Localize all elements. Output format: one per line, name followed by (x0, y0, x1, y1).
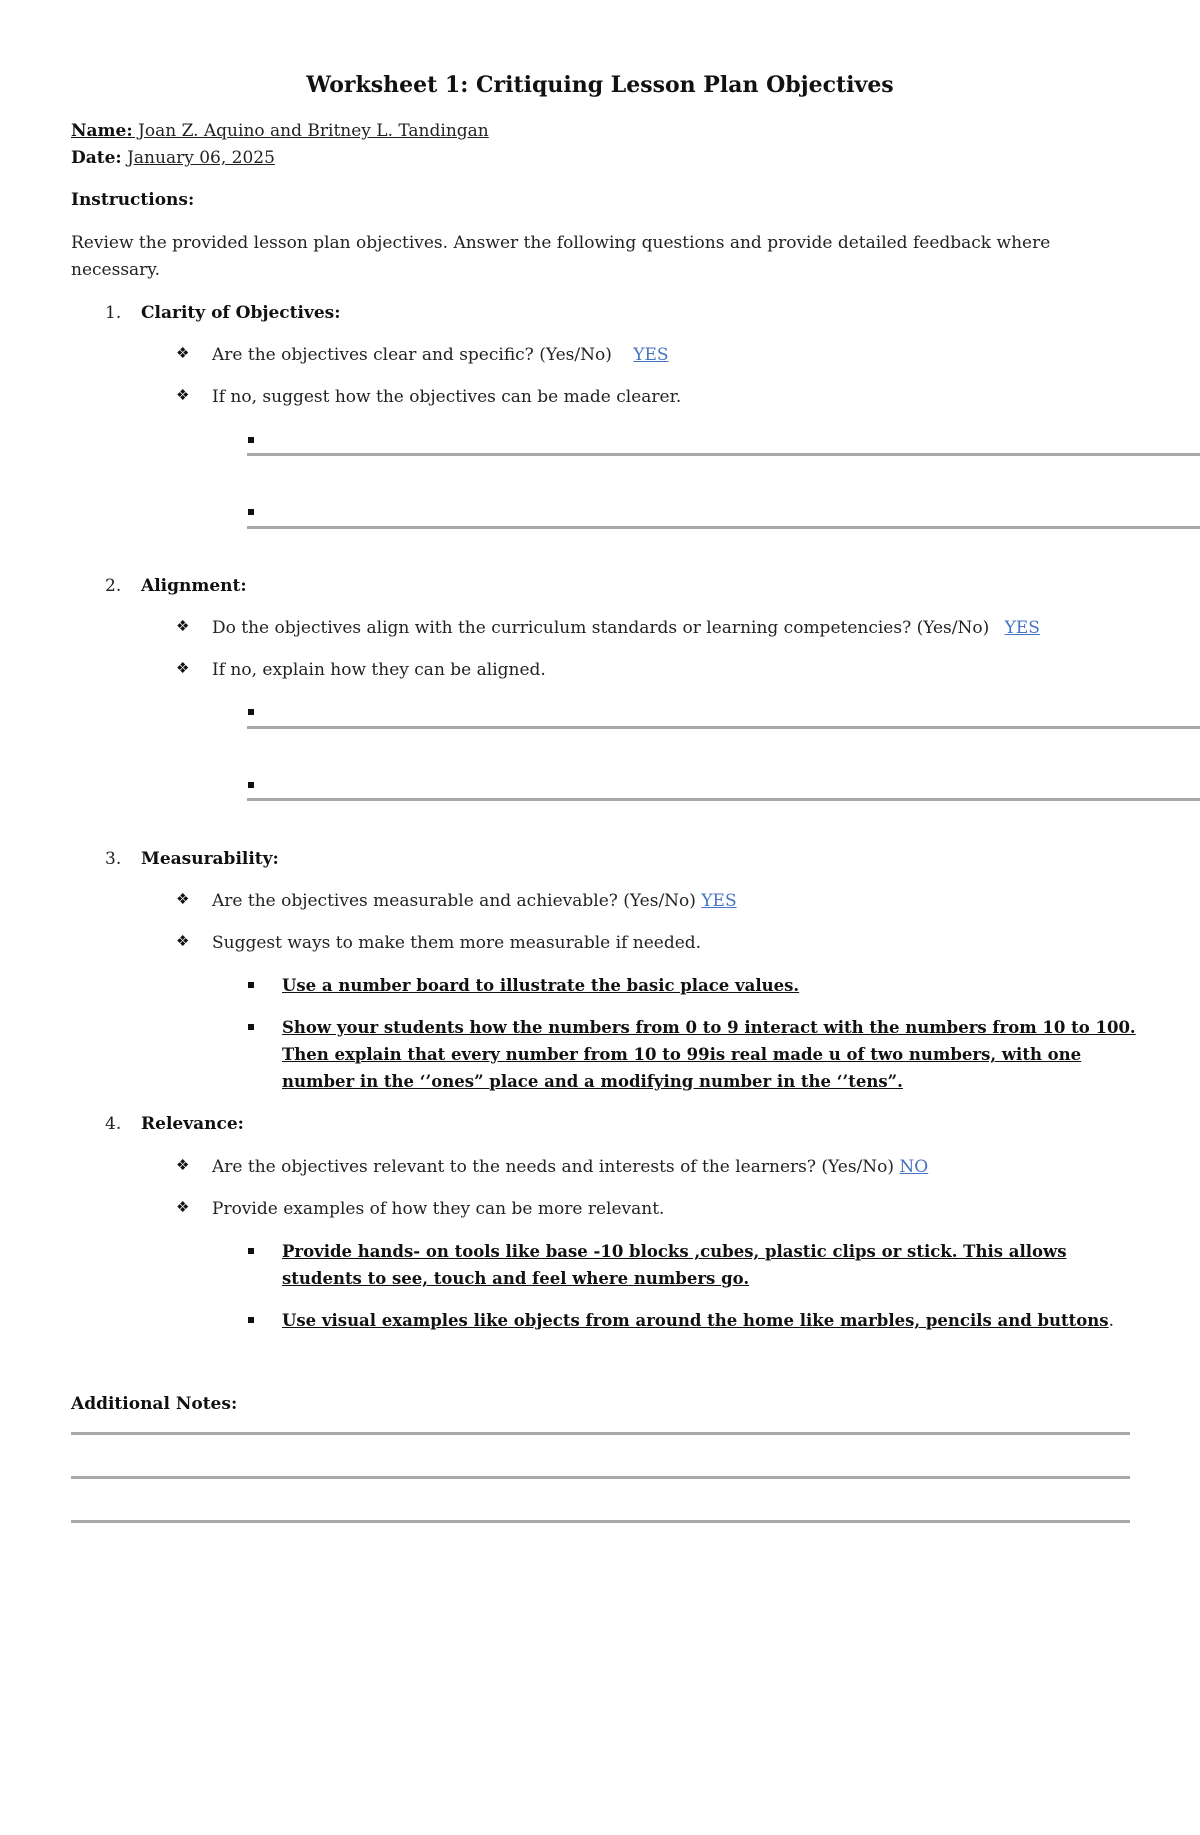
diamond-bullet-icon: ❖ (176, 386, 190, 404)
notes-line (71, 1476, 1130, 1479)
date-label: Date: (71, 148, 122, 168)
section-1-q1-text: Are the objectives clear and specific? (Yes/No) (212, 345, 612, 365)
section-1-question-1 (212, 342, 669, 369)
name-row (71, 118, 489, 145)
section-3-question-2: Suggest ways to make them more measurable if needed. (212, 933, 702, 953)
section-3-answer: YES (701, 891, 737, 911)
section-4-question-2: Provide examples of how they can be more relevant. (212, 1199, 665, 1219)
instructions-label: Instructions: (71, 190, 195, 210)
name-label: Name: (71, 121, 133, 141)
square-bullet-icon (248, 1248, 254, 1254)
square-bullet-icon (248, 509, 254, 515)
square-bullet-icon (248, 982, 254, 988)
diamond-bullet-icon: ❖ (176, 1198, 190, 1216)
instructions-line-1: Review the provided lesson plan objectives. Answer the following questions and provide detailed feedback where (71, 233, 1051, 253)
section-4-bullet-2-period: . (1108, 1311, 1114, 1331)
section-2-question-2: If no, explain how they can be aligned. (212, 660, 546, 680)
answer-line (247, 726, 1200, 729)
notes-line (71, 1520, 1130, 1523)
section-3-bullet-2-line-2: Then explain that every number from 10 to 99is real made u of two numbers, with one (282, 1045, 1082, 1064)
page-title: Worksheet 1: Critiquing Lesson Plan Objectives (306, 72, 894, 98)
diamond-bullet-icon: ❖ (176, 932, 190, 950)
section-4-question-1 (212, 1154, 928, 1181)
section-3-heading: Measurability: (141, 849, 279, 869)
section-4-q1-text: Are the objectives relevant to the needs and interests of the learners? (Yes/No) (212, 1157, 895, 1177)
section-1-question-2: If no, suggest how the objectives can be made clearer. (212, 387, 682, 407)
name-value: Joan Z. Aquino and Britney L. Tandingan (132, 121, 489, 141)
diamond-bullet-icon: ❖ (176, 890, 190, 908)
section-3-bullet-1: Use a number board to illustrate the basic place values. (282, 976, 800, 995)
section-1-answer: YES (633, 345, 669, 365)
answer-line (247, 798, 1200, 801)
date-row (71, 145, 275, 172)
section-2-q1-text: Do the objectives align with the curriculum standards or learning competencies? (Yes/No) (212, 618, 990, 638)
section-3-number: 3. (105, 849, 122, 869)
section-3-bullet-2-line-1: Show your students how the numbers from 0 to 9 interact with the numbers from 10 to 100. (282, 1018, 1136, 1037)
section-3-question-1 (212, 888, 737, 915)
section-4-bullet-1-line-1: Provide hands- on tools like base -10 blocks ,cubes, plastic clips or stick. This allows (282, 1242, 1067, 1261)
date-value: January 06, 2025 (127, 148, 275, 168)
section-3-q1-text: Are the objectives measurable and achievable? (Yes/No) (212, 891, 696, 911)
instructions-line-2: necessary. (71, 260, 161, 280)
section-4-bullet-1-line-2: students to see, touch and feel where numbers go. (282, 1269, 750, 1288)
section-4-bullet-2-text: Use visual examples like objects from around the home like marbles, pencils and buttons (282, 1311, 1109, 1330)
square-bullet-icon (248, 1024, 254, 1030)
section-2-question-1 (212, 615, 1040, 642)
section-4-number: 4. (105, 1114, 122, 1134)
section-2-number: 2. (105, 576, 122, 596)
section-1-number: 1. (105, 303, 122, 323)
diamond-bullet-icon: ❖ (176, 344, 190, 362)
square-bullet-icon (248, 1317, 254, 1323)
diamond-bullet-icon: ❖ (176, 659, 190, 677)
square-bullet-icon (248, 782, 254, 788)
section-3-bullet-2-line-3: number in the ‘’ones” place and a modifying number in the ‘’tens”. (282, 1072, 903, 1091)
section-4-answer: NO (899, 1157, 929, 1177)
answer-line (247, 526, 1200, 529)
notes-line (71, 1432, 1130, 1435)
diamond-bullet-icon: ❖ (176, 617, 190, 635)
section-4-bullet-2 (282, 1307, 1114, 1335)
section-2-heading: Alignment: (141, 576, 247, 596)
section-2-answer: YES (1004, 618, 1040, 638)
section-4-heading: Relevance: (141, 1114, 244, 1134)
square-bullet-icon (248, 437, 254, 443)
diamond-bullet-icon: ❖ (176, 1156, 190, 1174)
answer-line (247, 453, 1200, 456)
section-1-heading: Clarity of Objectives: (141, 303, 341, 323)
square-bullet-icon (248, 709, 254, 715)
additional-notes-label: Additional Notes: (71, 1394, 238, 1414)
